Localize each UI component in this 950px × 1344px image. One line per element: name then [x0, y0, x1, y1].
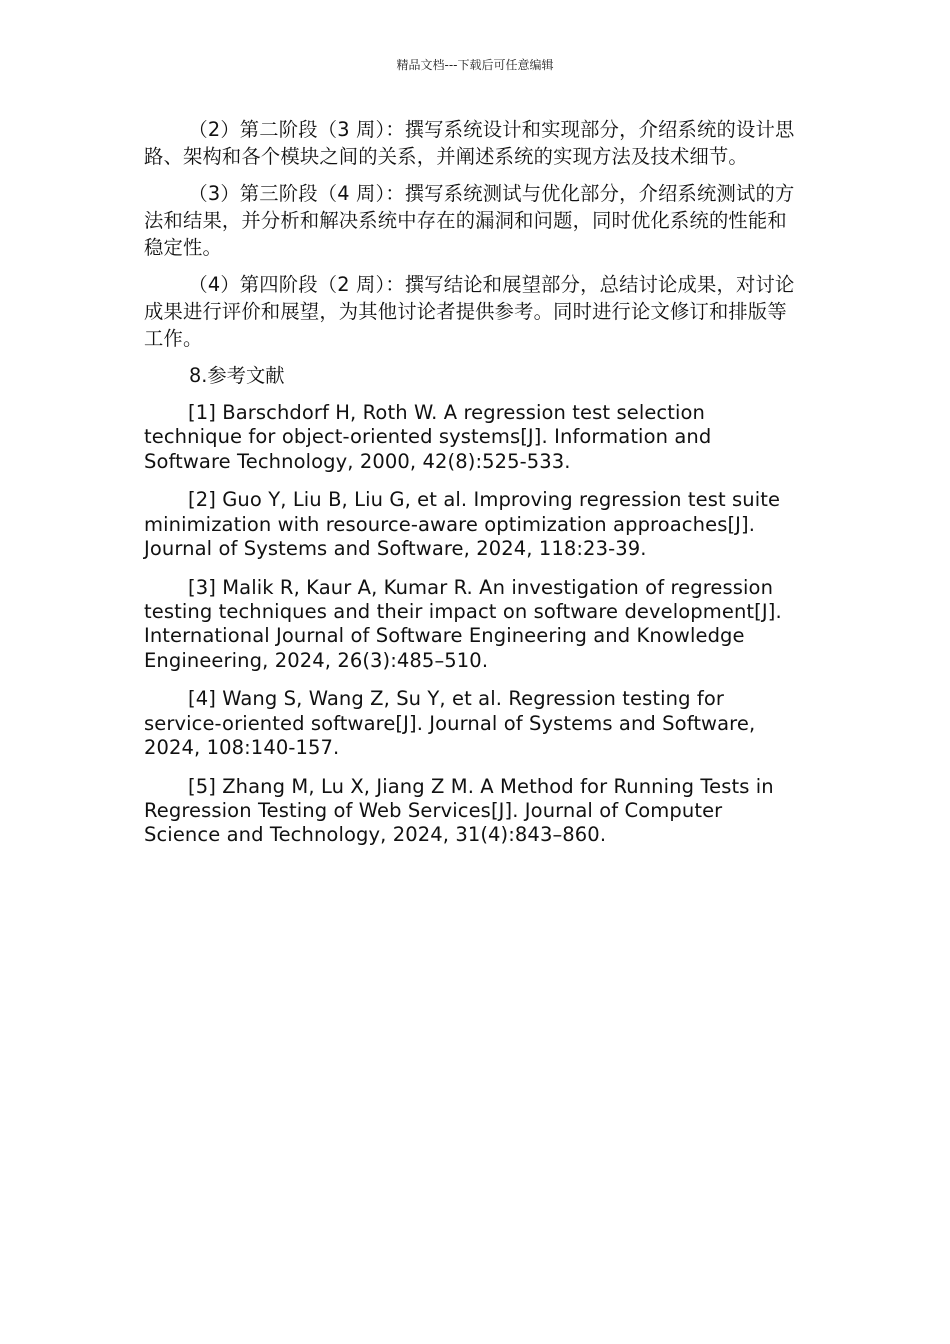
references-heading: 8.参考文献: [189, 364, 285, 387]
references-list: [144, 401, 804, 848]
page-header: 精品文档---下载后可任意编辑: [396, 58, 554, 72]
reference-item-2: [2] Guo Y, Liu B, Liu G, et al. Improving regression test suite minimization with resource-aware optimization approaches[J]. Journal of Systems and Software, 2024, 118:23-39.: [144, 488, 781, 560]
stage-3-paragraph: （3）第三阶段（4 周）：撰写系统测试与优化部分，介绍系统测试的方法和结果，并分析和解决系统中存在的漏洞和问题，同时优化系统的性能和稳定性。: [144, 182, 795, 259]
document-body: [144, 116, 804, 862]
stage-4-paragraph: （4）第四阶段（2 周）：撰写结论和展望部分，总结讨论成果，对讨论成果进行评价和展望，为其他讨论者提供参考。同时进行论文修订和排版等工作。: [144, 273, 795, 350]
stage-2-paragraph: （2）第二阶段（3 周）：撰写系统设计和实现部分，介绍系统的设计思路、架构和各个模块之间的关系，并阐述系统的实现方法及技术细节。: [144, 118, 795, 168]
reference-item-1: [1] Barschdorf H, Roth W. A regression test selection technique for object-oriented systems[J]. Information and Software Technology, 2000, 42(8):525-533.: [144, 401, 712, 473]
reference-item-4: [4] Wang S, Wang Z, Su Y, et al. Regression testing for service-oriented software[J]. Journal of Systems and Software, 2024, 108:140-157.: [144, 687, 756, 760]
reference-item-3: [3] Malik R, Kaur A, Kumar R. An investigation of regression testing techniques and their impact on software development[J]. International Journal of Software Engineering and Knowledge Engineering, 2024, 26(3):485–510.: [144, 575, 782, 672]
reference-item-5: [5] Zhang M, Lu X, Jiang Z M. A Method for Running Tests in Regression Testing of Web Services[J]. Journal of Computer Science and Technology, 2024, 31(4):843–860.: [144, 774, 774, 847]
